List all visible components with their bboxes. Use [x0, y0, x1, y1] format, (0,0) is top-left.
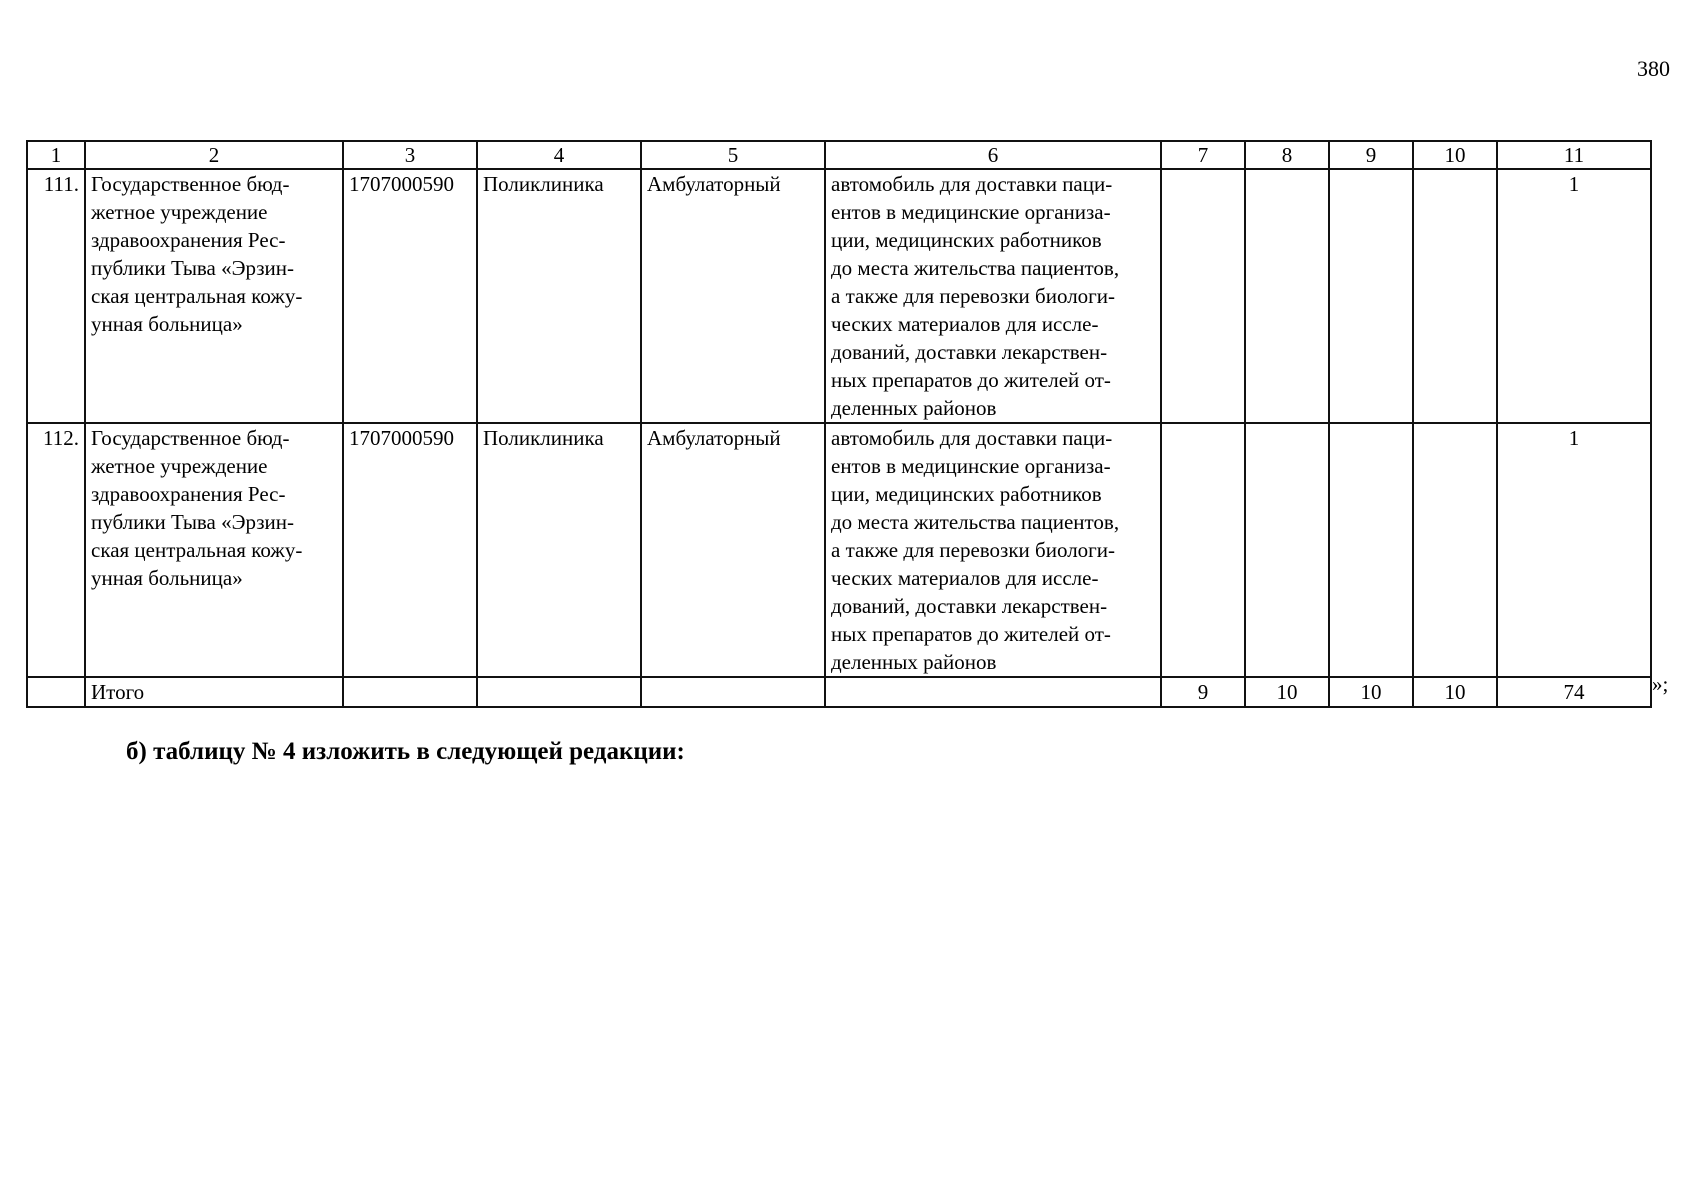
total-col8: 10: [1245, 677, 1329, 707]
row-number: 111.: [27, 169, 85, 423]
header-cell: 11: [1497, 141, 1651, 169]
col7-value: [1161, 169, 1245, 423]
total-col7: 9: [1161, 677, 1245, 707]
col10-value: [1413, 423, 1497, 677]
amendment-paragraph: б) таблицу № 4 изложить в следующей редакции:: [126, 738, 685, 765]
total-empty-cell: [477, 677, 641, 707]
col11-value: 1: [1497, 423, 1651, 677]
inn-code: 1707000590: [343, 169, 477, 423]
header-cell: 7: [1161, 141, 1245, 169]
table-row: [27, 169, 1651, 423]
total-col11: 74: [1497, 677, 1651, 707]
facility-type: Поликлиника: [477, 169, 641, 423]
care-mode: Амбулаторный: [641, 423, 825, 677]
header-cell: 1: [27, 141, 85, 169]
organization-name: Государственное бюд- жетное учреждение здравоохранения Рес- публики Тыва «Эрзин- ская центральная кожу- унная больница»: [85, 423, 343, 677]
col8-value: [1245, 169, 1329, 423]
header-cell: 10: [1413, 141, 1497, 169]
header-cell: 2: [85, 141, 343, 169]
total-empty-cell: [825, 677, 1161, 707]
total-empty-cell: [343, 677, 477, 707]
total-col10: 10: [1413, 677, 1497, 707]
header-row: [27, 141, 1651, 169]
col7-value: [1161, 423, 1245, 677]
inn-code: 1707000590: [343, 423, 477, 677]
header-cell: 3: [343, 141, 477, 169]
header-cell: 8: [1245, 141, 1329, 169]
closing-quote-mark: »;: [1652, 672, 1669, 696]
care-mode: Амбулаторный: [641, 169, 825, 423]
vehicle-purpose: автомобиль для доставки паци- ентов в медицинские организа- ции, медицинских работников до места жительства пациентов, а также для перевозки биологи- ческих материалов для иссле- дований, доставки лекарствен- ных препаратов до жителей от- деленных районов: [825, 423, 1161, 677]
total-label: Итого: [85, 677, 343, 707]
vehicle-purpose: автомобиль для доставки паци- ентов в медицинские организа- ции, медицинских работников до места жительства пациентов, а также для перевозки биологи- ческих материалов для иссле- дований, доставки лекарствен- ных препаратов до жителей от- деленных районов: [825, 169, 1161, 423]
total-empty-cell: [641, 677, 825, 707]
vehicle-allocation-table: [26, 140, 1652, 708]
header-cell: 9: [1329, 141, 1413, 169]
col9-value: [1329, 423, 1413, 677]
facility-type: Поликлиника: [477, 423, 641, 677]
total-row: [27, 677, 1651, 707]
organization-name: Государственное бюд- жетное учреждение здравоохранения Рес- публики Тыва «Эрзин- ская центральная кожу- унная больница»: [85, 169, 343, 423]
col11-value: 1: [1497, 169, 1651, 423]
col10-value: [1413, 169, 1497, 423]
header-cell: 6: [825, 141, 1161, 169]
table-row: [27, 423, 1651, 677]
total-empty-cell: [27, 677, 85, 707]
row-number: 112.: [27, 423, 85, 677]
col9-value: [1329, 169, 1413, 423]
col8-value: [1245, 423, 1329, 677]
total-col9: 10: [1329, 677, 1413, 707]
header-cell: 5: [641, 141, 825, 169]
header-cell: 4: [477, 141, 641, 169]
page-number: 380: [1637, 56, 1670, 81]
